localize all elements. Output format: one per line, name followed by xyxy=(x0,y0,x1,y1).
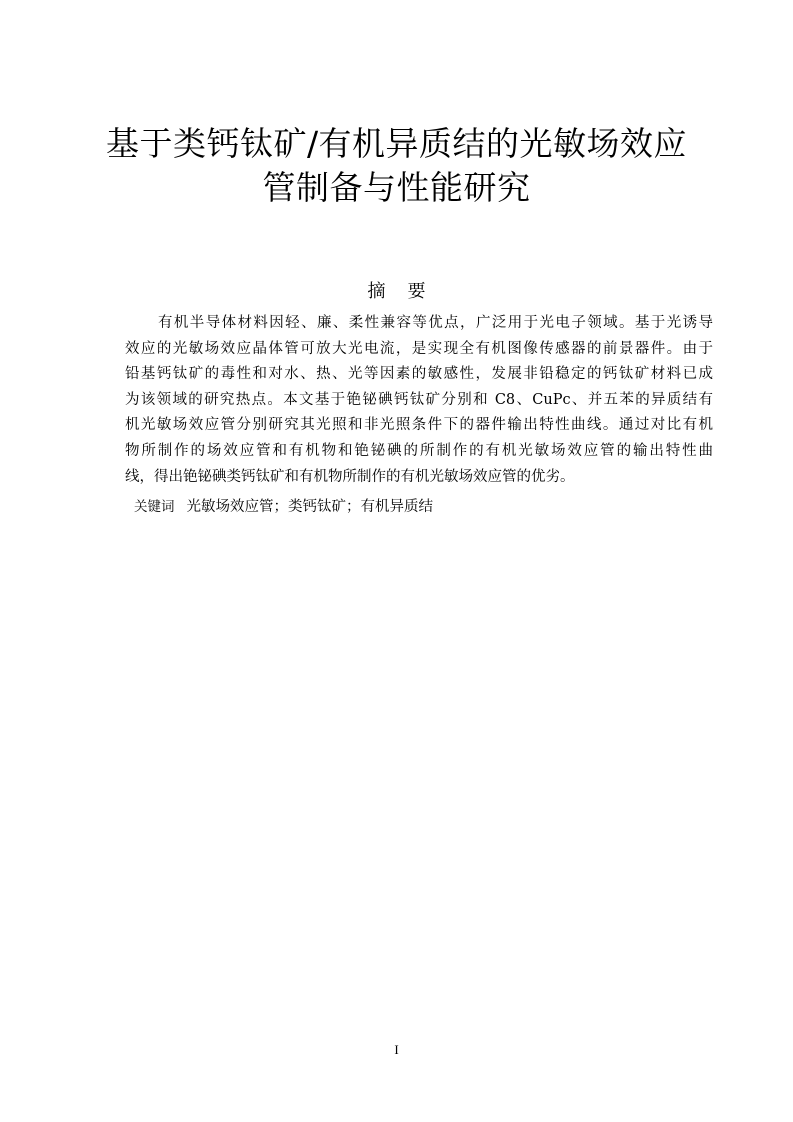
page-number: I xyxy=(394,1042,399,1057)
keywords-text: 光敏场效应管；类钙钛矿；有机异质结 xyxy=(186,499,433,515)
abstract-line: 为该领域的研究热点。本文基于铯铋碘钙钛矿分别和 C8、CuPc、并五苯的异质结有 xyxy=(125,391,713,408)
keywords-row xyxy=(134,495,433,519)
thesis-title xyxy=(100,122,693,210)
abstract-line: 物所制作的场效应管和有机物和铯铋碘的所制作的有机光敏场效应管的输出特性曲 xyxy=(125,442,713,459)
keywords-label: 关键词 xyxy=(134,499,175,515)
thesis-title-line-2: 管制备与性能研究 xyxy=(262,168,531,207)
abstract-line: 效应的光敏场效应晶体管可放大光电流，是实现全有机图像传感器的前景器件。由于 xyxy=(125,340,713,357)
thesis-title-line-1: 基于类钙钛矿/有机异质结的光敏场效应 xyxy=(105,124,688,163)
abstract-line: 铅基钙钛矿的毒性和对水、热、光等因素的敏感性，发展非铅稳定的钙钛矿材料已成 xyxy=(125,366,713,383)
abstract-line: 有机半导体材料因轻、廉、柔性兼容等优点，广泛用于光电子领域。基于光诱导 xyxy=(158,315,713,331)
abstract-heading: 摘要 xyxy=(367,281,448,302)
abstract-line: 线，得出铯铋碘类钙钛矿和有机物所制作的有机光敏场效应管的优劣。 xyxy=(125,468,575,485)
abstract-body xyxy=(125,311,713,490)
abstract-line: 机光敏场效应管分别研究其光照和非光照条件下的器件输出特性曲线。通过对比有机 xyxy=(125,417,713,434)
